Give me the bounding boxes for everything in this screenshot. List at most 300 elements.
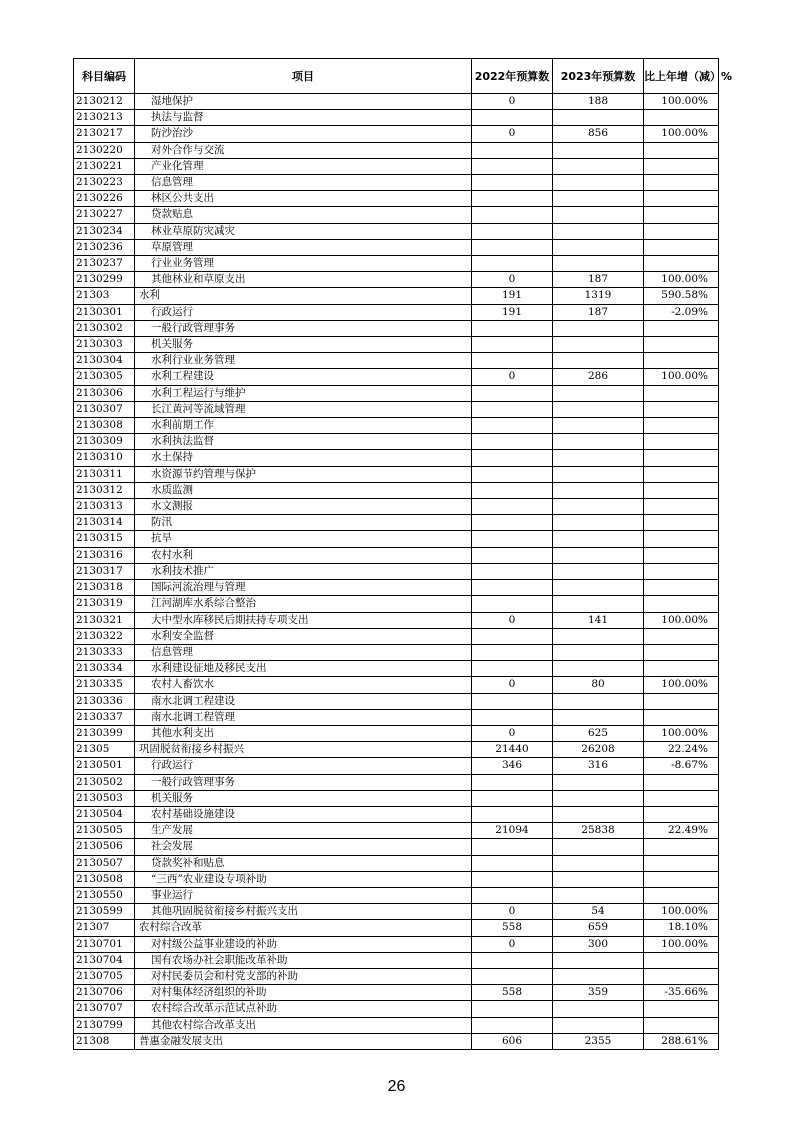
row-item-name: 贷款贴息: [135, 207, 472, 223]
table-row: [74, 806, 719, 822]
row-change-percent: [644, 709, 719, 725]
row-item-name: 生产发展: [135, 823, 472, 839]
row-2022-value: 606: [472, 1033, 553, 1049]
row-2022-value: [472, 839, 553, 855]
row-change-percent: [644, 531, 719, 547]
row-2023-value: [553, 110, 644, 126]
row-item-name: 农村水利: [135, 547, 472, 563]
row-code: 2130304: [74, 353, 135, 369]
table-row: [74, 256, 719, 272]
row-2023-value: [553, 337, 644, 353]
row-code: 2130311: [74, 466, 135, 482]
header-code: 科目编码: [74, 59, 135, 94]
table-row: [74, 563, 719, 579]
row-2023-value: [553, 515, 644, 531]
row-change-percent: [644, 466, 719, 482]
row-change-percent: [644, 239, 719, 255]
row-item-name: 对外合作与交流: [135, 142, 472, 158]
row-2022-value: [472, 774, 553, 790]
table-row: [74, 823, 719, 839]
row-change-percent: [644, 207, 719, 223]
row-2023-value: 141: [553, 612, 644, 628]
row-change-percent: [644, 434, 719, 450]
row-2023-value: [553, 466, 644, 482]
row-2023-value: [553, 628, 644, 644]
table-body: [74, 94, 719, 1050]
row-2023-value: [553, 547, 644, 563]
row-2022-value: [472, 191, 553, 207]
row-change-percent: [644, 158, 719, 174]
row-2022-value: 0: [472, 904, 553, 920]
row-code: 2130303: [74, 337, 135, 353]
row-item-name: 其他水利支出: [135, 725, 472, 741]
table-row: [74, 952, 719, 968]
row-2023-value: 187: [553, 304, 644, 320]
row-2023-value: 188: [553, 94, 644, 110]
row-2022-value: [472, 434, 553, 450]
table-row: [74, 968, 719, 984]
row-2023-value: 856: [553, 126, 644, 142]
row-change-percent: [644, 450, 719, 466]
row-code: 2130299: [74, 272, 135, 288]
row-code: 2130336: [74, 693, 135, 709]
row-2023-value: 80: [553, 677, 644, 693]
row-item-name: 农村人畜饮水: [135, 677, 472, 693]
row-item-name: 普惠金融发展支出: [135, 1033, 472, 1049]
row-code: 2130308: [74, 418, 135, 434]
row-change-percent: [644, 839, 719, 855]
row-item-name: 机关服务: [135, 337, 472, 353]
row-code: 2130321: [74, 612, 135, 628]
table-row: [74, 547, 719, 563]
row-change-percent: 288.61%: [644, 1033, 719, 1049]
row-change-percent: 18.10%: [644, 920, 719, 936]
table-row: [74, 239, 719, 255]
table-row: [74, 304, 719, 320]
row-item-name: 林业草原防灾减灾: [135, 223, 472, 239]
table-row: [74, 596, 719, 612]
table-row: [74, 126, 719, 142]
header-item: 项目: [135, 59, 472, 94]
row-2022-value: 0: [472, 126, 553, 142]
row-change-percent: 22.49%: [644, 823, 719, 839]
table-row: [74, 466, 719, 482]
row-code: 2130307: [74, 401, 135, 417]
header-2023: 2023年预算数: [553, 59, 644, 94]
table-row: [74, 839, 719, 855]
row-code: 2130315: [74, 531, 135, 547]
table-row: [74, 644, 719, 660]
row-item-name: 大中型水库移民后期扶持专项支出: [135, 612, 472, 628]
table-row: [74, 418, 719, 434]
row-item-name: 水利工程建设: [135, 369, 472, 385]
table-row: [74, 207, 719, 223]
row-change-percent: 100.00%: [644, 369, 719, 385]
row-2022-value: [472, 482, 553, 498]
row-2023-value: 25838: [553, 823, 644, 839]
row-2023-value: [553, 158, 644, 174]
row-item-name: 行业业务管理: [135, 256, 472, 272]
row-code: 2130223: [74, 175, 135, 191]
row-2022-value: [472, 644, 553, 660]
row-change-percent: -2.09%: [644, 304, 719, 320]
row-change-percent: -35.66%: [644, 985, 719, 1001]
row-item-name: 水资源节约管理与保护: [135, 466, 472, 482]
row-change-percent: [644, 596, 719, 612]
row-item-name: 事业运行: [135, 887, 472, 903]
row-2023-value: [553, 644, 644, 660]
row-item-name: 贷款奖补和贴息: [135, 855, 472, 871]
row-change-percent: [644, 499, 719, 515]
row-2022-value: 346: [472, 758, 553, 774]
row-2023-value: [553, 207, 644, 223]
row-item-name: 南水北调工程管理: [135, 709, 472, 725]
row-code: 2130333: [74, 644, 135, 660]
row-code: 2130504: [74, 806, 135, 822]
row-change-percent: 100.00%: [644, 725, 719, 741]
row-2023-value: [553, 353, 644, 369]
row-change-percent: 100.00%: [644, 94, 719, 110]
row-code: 2130234: [74, 223, 135, 239]
row-code: 2130314: [74, 515, 135, 531]
row-item-name: 国有农场办社会职能改革补助: [135, 952, 472, 968]
table-row: [74, 887, 719, 903]
row-change-percent: [644, 855, 719, 871]
row-item-name: 水利: [135, 288, 472, 304]
row-2022-value: [472, 158, 553, 174]
row-2022-value: [472, 952, 553, 968]
row-code: 2130506: [74, 839, 135, 855]
row-2022-value: 558: [472, 985, 553, 1001]
row-2023-value: [553, 855, 644, 871]
row-2022-value: [472, 142, 553, 158]
row-change-percent: [644, 628, 719, 644]
row-item-name: 水利执法监督: [135, 434, 472, 450]
page-number: 26: [387, 1078, 406, 1095]
row-code: 2130226: [74, 191, 135, 207]
row-2023-value: [553, 952, 644, 968]
row-code: 2130334: [74, 661, 135, 677]
row-item-name: 水土保持: [135, 450, 472, 466]
header-2022: 2022年预算数: [472, 59, 553, 94]
row-2023-value: [553, 1001, 644, 1017]
row-2022-value: [472, 709, 553, 725]
row-change-percent: [644, 385, 719, 401]
row-item-name: 水文测报: [135, 499, 472, 515]
row-change-percent: [644, 547, 719, 563]
table-row: [74, 191, 719, 207]
row-item-name: 防汛: [135, 515, 472, 531]
row-2022-value: [472, 596, 553, 612]
header-row: [74, 59, 719, 94]
table-row: [74, 320, 719, 336]
row-change-percent: 100.00%: [644, 936, 719, 952]
row-code: 2130301: [74, 304, 135, 320]
row-2022-value: [472, 207, 553, 223]
row-2023-value: [553, 223, 644, 239]
row-change-percent: [644, 887, 719, 903]
table-row: [74, 158, 719, 174]
row-2023-value: 54: [553, 904, 644, 920]
row-2023-value: [553, 256, 644, 272]
table-row: [74, 385, 719, 401]
row-code: 2130335: [74, 677, 135, 693]
row-2023-value: [553, 806, 644, 822]
row-2023-value: 659: [553, 920, 644, 936]
row-item-name: 湿地保护: [135, 94, 472, 110]
row-change-percent: -8.67%: [644, 758, 719, 774]
row-item-name: 行政运行: [135, 304, 472, 320]
table-row: [74, 142, 719, 158]
row-2022-value: 0: [472, 272, 553, 288]
row-2022-value: [472, 855, 553, 871]
row-item-name: 对村级公益事业建设的补助: [135, 936, 472, 952]
table-row: [74, 985, 719, 1001]
row-change-percent: [644, 110, 719, 126]
table-row: [74, 580, 719, 596]
row-2022-value: [472, 337, 553, 353]
row-item-name: 防沙治沙: [135, 126, 472, 142]
row-code: 2130318: [74, 580, 135, 596]
row-change-percent: [644, 644, 719, 660]
row-code: 2130310: [74, 450, 135, 466]
row-item-name: 水利技术推广: [135, 563, 472, 579]
row-change-percent: [644, 968, 719, 984]
row-item-name: 农村综合改革示范试点补助: [135, 1001, 472, 1017]
row-code: 21308: [74, 1033, 135, 1049]
row-code: 2130505: [74, 823, 135, 839]
row-code: 2130704: [74, 952, 135, 968]
row-code: 2130302: [74, 320, 135, 336]
row-code: 2130237: [74, 256, 135, 272]
row-change-percent: [644, 1001, 719, 1017]
row-2023-value: [553, 531, 644, 547]
row-change-percent: [644, 337, 719, 353]
row-2022-value: [472, 547, 553, 563]
row-item-name: 一般行政管理事务: [135, 320, 472, 336]
row-code: 2130337: [74, 709, 135, 725]
row-2023-value: [553, 774, 644, 790]
row-item-name: 对村民委员会和村党支部的补助: [135, 968, 472, 984]
table-row: [74, 337, 719, 353]
table-row: [74, 628, 719, 644]
row-item-name: 草原管理: [135, 239, 472, 255]
row-change-percent: [644, 142, 719, 158]
row-change-percent: [644, 1017, 719, 1033]
row-2023-value: [553, 434, 644, 450]
row-change-percent: [644, 418, 719, 434]
row-change-percent: [644, 790, 719, 806]
row-code: 2130213: [74, 110, 135, 126]
row-2022-value: [472, 628, 553, 644]
row-2022-value: 0: [472, 936, 553, 952]
row-code: 2130508: [74, 871, 135, 887]
row-item-name: 南水北调工程建设: [135, 693, 472, 709]
row-item-name: 信息管理: [135, 175, 472, 191]
row-2023-value: 1319: [553, 288, 644, 304]
table-row: [74, 709, 719, 725]
row-item-name: 农村基础设施建设: [135, 806, 472, 822]
row-2023-value: [553, 693, 644, 709]
row-2023-value: 2355: [553, 1033, 644, 1049]
row-2022-value: [472, 693, 553, 709]
row-2023-value: 187: [553, 272, 644, 288]
row-change-percent: [644, 693, 719, 709]
table-row: [74, 401, 719, 417]
row-2023-value: [553, 839, 644, 855]
row-code: 2130317: [74, 563, 135, 579]
table-row: [74, 612, 719, 628]
row-code: 2130217: [74, 126, 135, 142]
row-item-name: 江河湖库水系综合整治: [135, 596, 472, 612]
row-code: 2130221: [74, 158, 135, 174]
table-row: [74, 110, 719, 126]
row-item-name: 长江黄河等流域管理: [135, 401, 472, 417]
row-2022-value: [472, 401, 553, 417]
row-2023-value: [553, 871, 644, 887]
row-code: 2130305: [74, 369, 135, 385]
row-2023-value: [553, 968, 644, 984]
table-row: [74, 920, 719, 936]
row-item-name: 巩固脱贫衔接乡村振兴: [135, 742, 472, 758]
row-item-name: 信息管理: [135, 644, 472, 660]
row-2023-value: 316: [553, 758, 644, 774]
row-2023-value: [553, 450, 644, 466]
row-2022-value: [472, 353, 553, 369]
row-change-percent: [644, 806, 719, 822]
row-code: 2130312: [74, 482, 135, 498]
row-code: 2130706: [74, 985, 135, 1001]
row-code: 2130701: [74, 936, 135, 952]
table-row: [74, 1033, 719, 1049]
row-2023-value: [553, 580, 644, 596]
row-2022-value: [472, 790, 553, 806]
row-code: 2130236: [74, 239, 135, 255]
table-row: [74, 369, 719, 385]
row-2023-value: [553, 596, 644, 612]
row-change-percent: [644, 952, 719, 968]
row-code: 2130550: [74, 887, 135, 903]
budget-table: [73, 58, 733, 1050]
row-item-name: 社会发展: [135, 839, 472, 855]
table-row: [74, 904, 719, 920]
row-code: 2130227: [74, 207, 135, 223]
row-change-percent: [644, 353, 719, 369]
row-2023-value: [553, 418, 644, 434]
row-code: 2130599: [74, 904, 135, 920]
row-2022-value: [472, 499, 553, 515]
row-change-percent: [644, 871, 719, 887]
row-code: 2130799: [74, 1017, 135, 1033]
row-item-name: 行政运行: [135, 758, 472, 774]
row-item-name: 林区公共支出: [135, 191, 472, 207]
row-code: 2130313: [74, 499, 135, 515]
row-change-percent: 100.00%: [644, 272, 719, 288]
row-2022-value: [472, 385, 553, 401]
row-code: 2130309: [74, 434, 135, 450]
row-2022-value: 558: [472, 920, 553, 936]
row-2022-value: 21094: [472, 823, 553, 839]
row-change-percent: [644, 175, 719, 191]
row-2022-value: [472, 1001, 553, 1017]
row-2022-value: [472, 580, 553, 596]
row-code: 2130501: [74, 758, 135, 774]
row-change-percent: [644, 580, 719, 596]
row-item-name: 水利建设征地及移民支出: [135, 661, 472, 677]
row-2022-value: 0: [472, 612, 553, 628]
row-code: 21305: [74, 742, 135, 758]
row-2022-value: [472, 887, 553, 903]
row-code: 2130220: [74, 142, 135, 158]
row-item-name: 国际河流治理与管理: [135, 580, 472, 596]
table-row: [74, 936, 719, 952]
row-item-name: 机关服务: [135, 790, 472, 806]
row-item-name: 抗旱: [135, 531, 472, 547]
table-row: [74, 758, 719, 774]
row-item-name: “三西”农业建设专项补助: [135, 871, 472, 887]
row-item-name: 农村综合改革: [135, 920, 472, 936]
row-2023-value: [553, 385, 644, 401]
row-change-percent: 590.58%: [644, 288, 719, 304]
row-2023-value: [553, 320, 644, 336]
table-row: [74, 515, 719, 531]
row-change-percent: [644, 401, 719, 417]
row-2023-value: [553, 191, 644, 207]
table-row: [74, 450, 719, 466]
row-change-percent: [644, 320, 719, 336]
row-change-percent: [644, 774, 719, 790]
row-2023-value: [553, 887, 644, 903]
row-2022-value: [472, 418, 553, 434]
row-2023-value: [553, 239, 644, 255]
row-2023-value: [553, 142, 644, 158]
row-2022-value: 191: [472, 288, 553, 304]
row-item-name: 一般行政管理事务: [135, 774, 472, 790]
row-2023-value: [553, 175, 644, 191]
row-2023-value: [553, 790, 644, 806]
row-2023-value: 625: [553, 725, 644, 741]
row-2022-value: [472, 239, 553, 255]
table-row: [74, 790, 719, 806]
table-row: [74, 1017, 719, 1033]
row-change-percent: 100.00%: [644, 612, 719, 628]
table-row: [74, 774, 719, 790]
row-change-percent: [644, 223, 719, 239]
row-2022-value: 0: [472, 94, 553, 110]
row-2022-value: 0: [472, 725, 553, 741]
row-item-name: 水利前期工作: [135, 418, 472, 434]
row-2023-value: [553, 499, 644, 515]
row-change-percent: [644, 515, 719, 531]
row-2022-value: [472, 871, 553, 887]
row-2022-value: [472, 531, 553, 547]
row-2022-value: [472, 256, 553, 272]
row-change-percent: [644, 482, 719, 498]
table-row: [74, 661, 719, 677]
row-2023-value: [553, 563, 644, 579]
table-row: [74, 693, 719, 709]
table-header: [74, 59, 733, 94]
row-2022-value: [472, 806, 553, 822]
table-row: [74, 499, 719, 515]
row-change-percent: 22.24%: [644, 742, 719, 758]
row-2022-value: [472, 110, 553, 126]
row-change-percent: 100.00%: [644, 677, 719, 693]
row-change-percent: 100.00%: [644, 126, 719, 142]
row-2023-value: 286: [553, 369, 644, 385]
table-row: [74, 1001, 719, 1017]
row-2023-value: [553, 1017, 644, 1033]
